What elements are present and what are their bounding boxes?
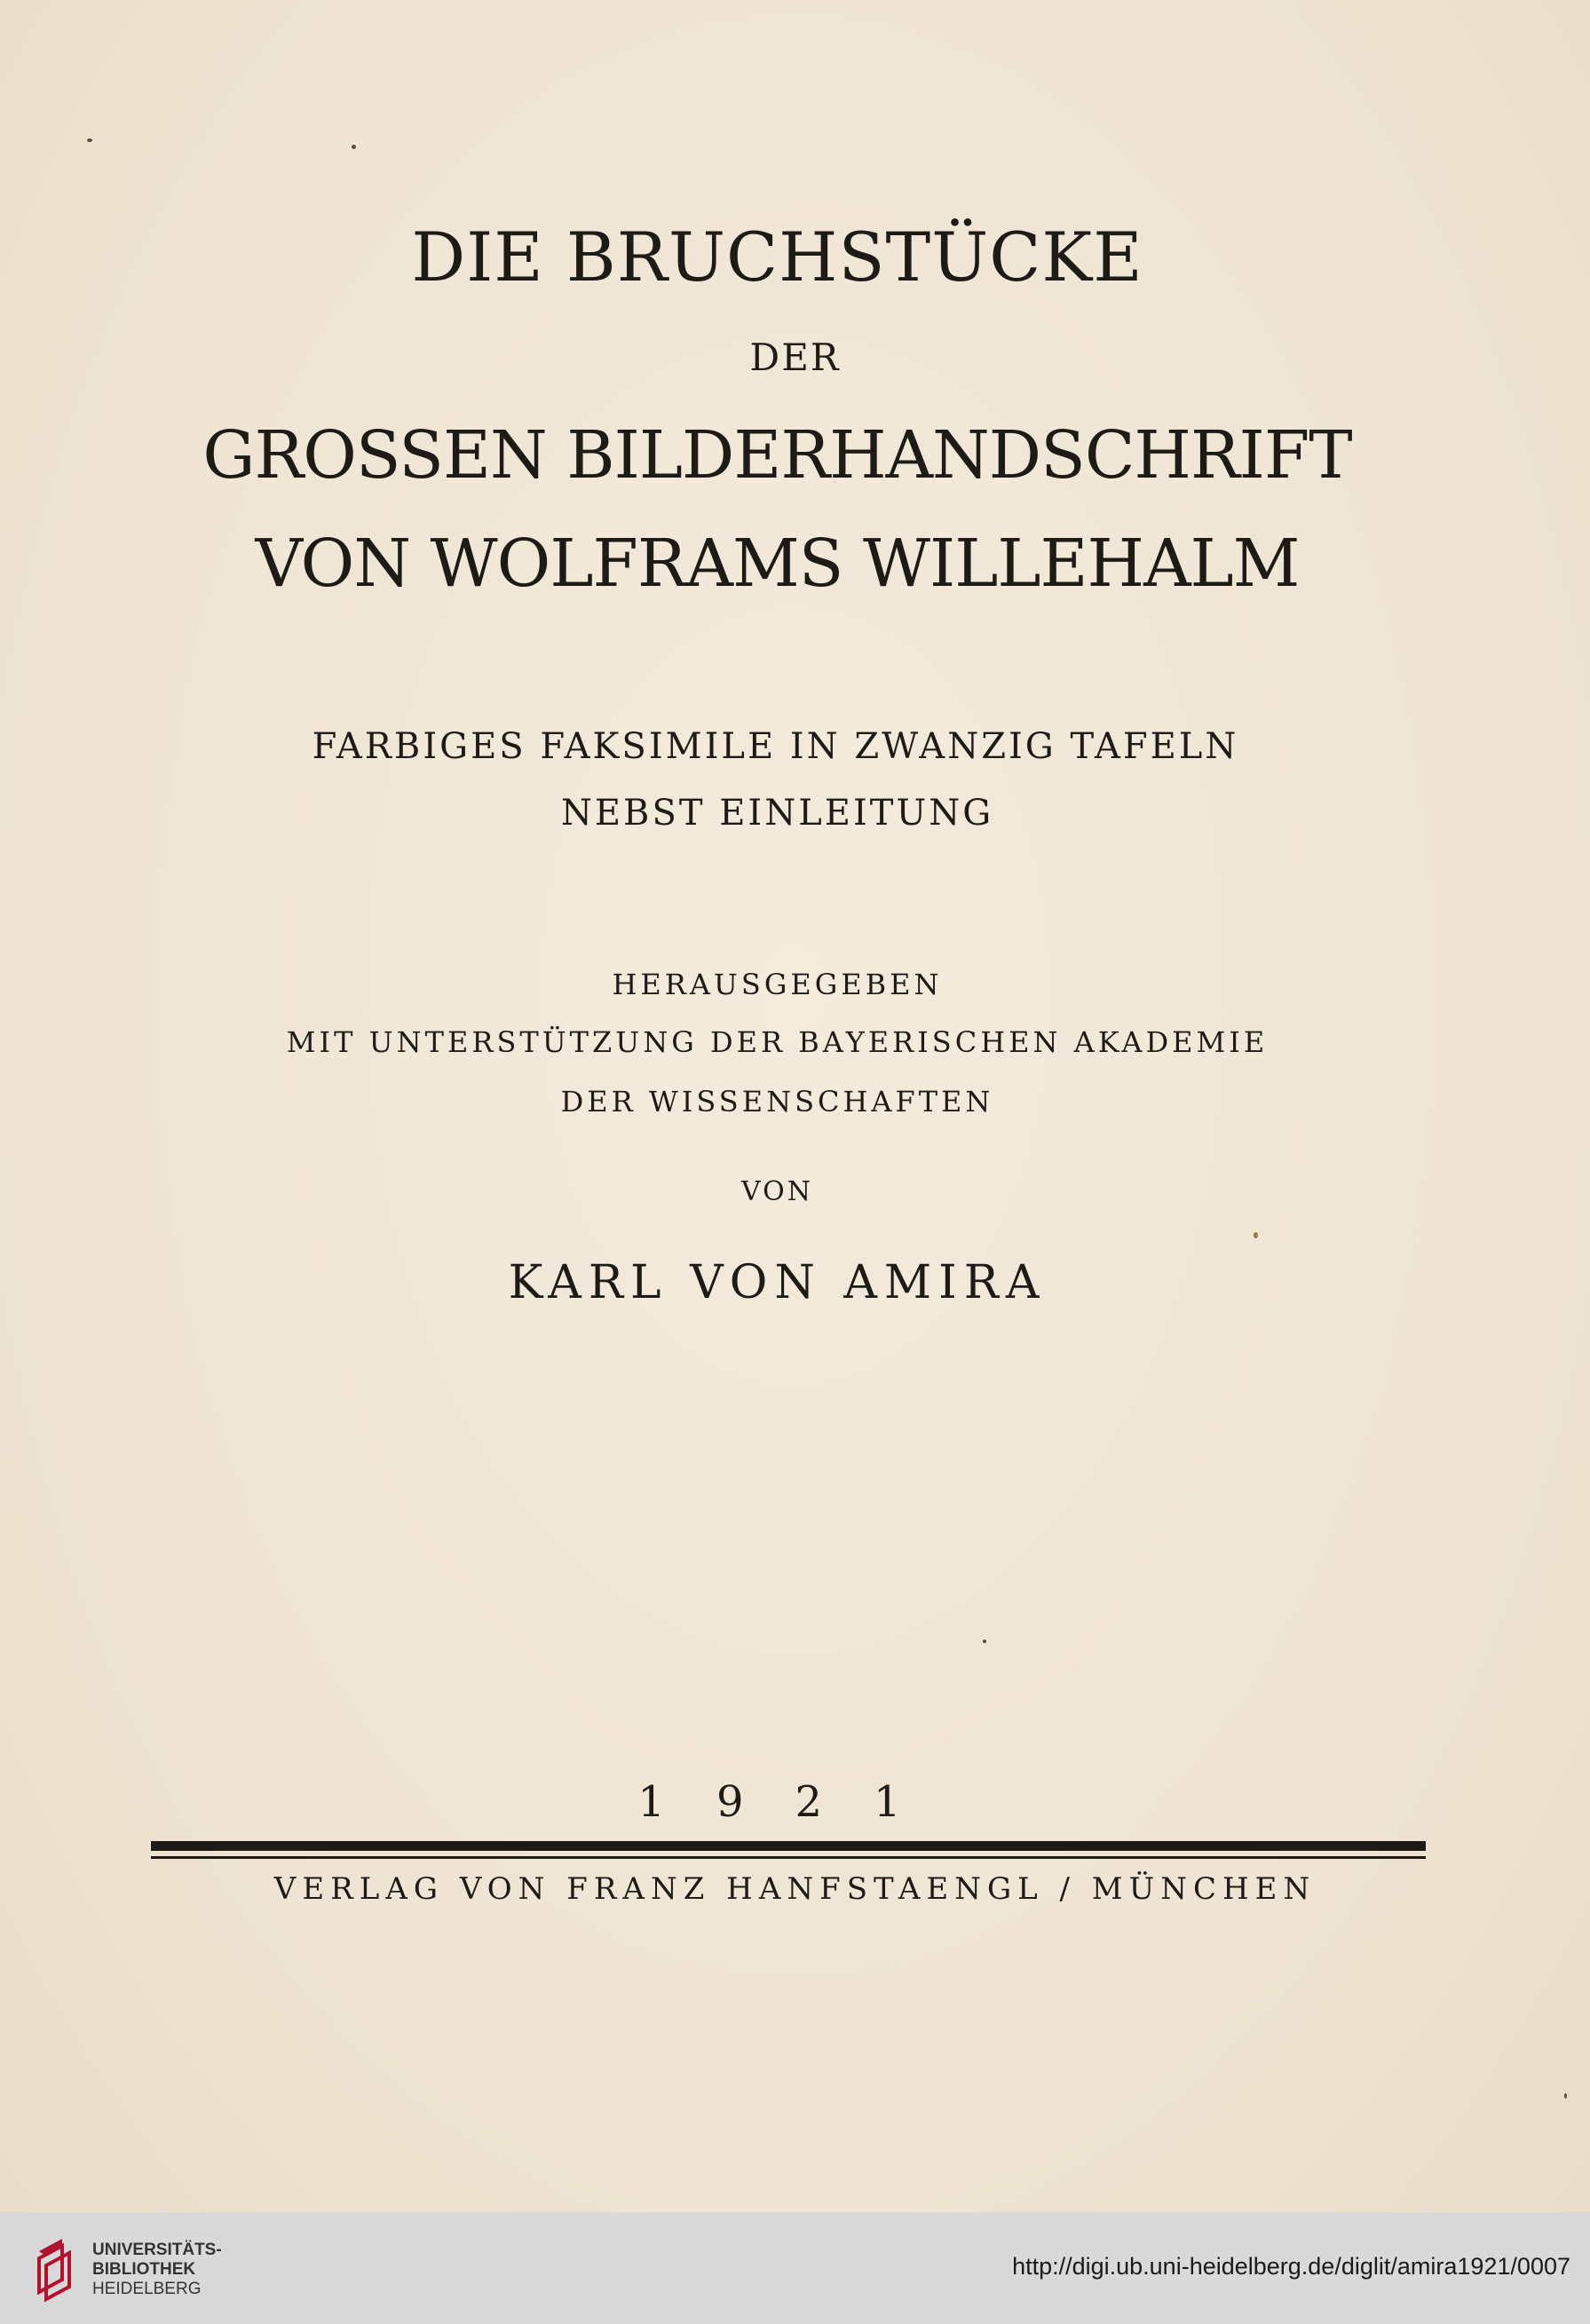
thin-rule	[151, 1856, 1426, 1859]
paper-speck	[983, 1640, 986, 1643]
library-name-line-3: HEIDELBERG	[92, 2280, 202, 2298]
title-line-3: GROSSEN BILDERHANDSCHRIFT	[202, 417, 1352, 494]
paper-speck	[87, 138, 92, 142]
thick-rule	[151, 1841, 1426, 1851]
paper-speck	[352, 145, 356, 149]
publisher-line: VERLAG VON FRANZ HANFSTAENGL / MÜNCHEN	[273, 1871, 1317, 1907]
author-name: KARL VON AMIRA	[508, 1256, 1047, 1309]
library-logo-icon	[36, 2235, 92, 2303]
library-name	[92, 2241, 222, 2299]
editor-note-line-3: DER WISSENSCHAFTEN	[560, 1085, 994, 1119]
editor-note-line-2: MIT UNTERSTÜTZUNG DER BAYERISCHEN AKADEMIE	[286, 1025, 1269, 1059]
library-name-line-2: BIBLIOTHEK	[92, 2260, 196, 2279]
publication-year: 1921	[637, 1777, 953, 1827]
paper-speck	[1564, 2093, 1567, 2099]
editor-note-line-1: HERAUSGEGEBEN	[612, 968, 943, 1001]
title-line-2: DER	[749, 336, 841, 379]
library-name-line-1: UNIVERSITÄTS-	[92, 2241, 222, 2259]
title-line-1: DIE BRUCHSTÜCKE	[411, 217, 1143, 296]
subtitle-line-1: FARBIGES FAKSIMILE IN ZWANZIG TAFELN	[312, 726, 1239, 767]
by-label: VON	[741, 1176, 813, 1207]
permalink-url[interactable]: http://digi.ub.uni-heidelberg.de/diglit/amira1921/0007	[1012, 2253, 1570, 2280]
subtitle-line-2: NEBST EINLEITUNG	[560, 793, 994, 834]
paper-speck	[1254, 1232, 1258, 1238]
title-line-4: VON WOLFRAMS WILLEHALM	[255, 526, 1300, 602]
